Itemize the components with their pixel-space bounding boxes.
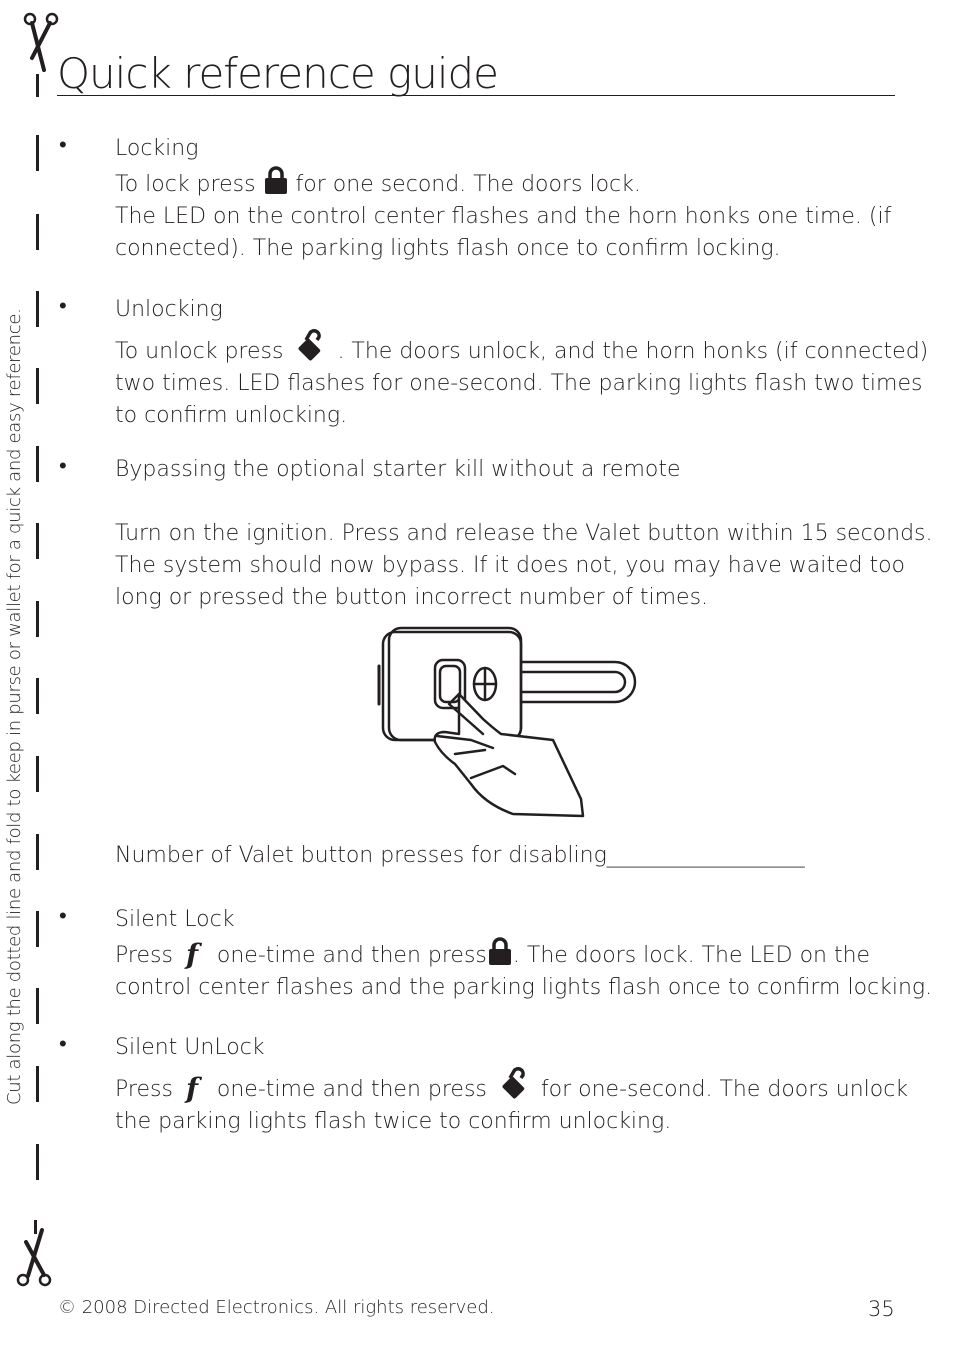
section-presses xyxy=(57,840,907,872)
cut-line-dash xyxy=(36,214,39,250)
section-heading: Unlocking xyxy=(115,297,223,322)
cut-instructions: Cut along the dotted line and fold to keep in purse or wallet for a quick and easy reference. xyxy=(4,308,25,1105)
scissors-icon xyxy=(12,1220,58,1290)
f-function-icon xyxy=(180,938,210,972)
page-number: 35 xyxy=(868,1297,895,1321)
section-unlocking: • Unlocking To unlock press . The doors unlock, and the horn honks (if connected) two times. LED flashes for one-second. The parking lights flash two times to confirm unlocking. xyxy=(57,294,907,432)
svg-text:f: f xyxy=(185,1072,198,1105)
valet-presses-blank: Number of Valet button presses for disabling__________________ xyxy=(115,843,805,868)
cut-line-dash xyxy=(36,135,39,171)
section-heading: Silent UnLock xyxy=(115,1035,265,1060)
section-bypass: • Bypassing the optional starter kill without a remote Turn on the ignition. Press and release the Valet button within 15 seconds. The system should now bypass. If it does not, you may have waited too long or pressed the button incorrect number of times. xyxy=(57,454,907,614)
section-silent-lock: • Silent Lock Press f one-time and then press . The doors lock. The LED on the control center flashes and the parking lights flash once to confirm locking. xyxy=(57,904,907,1004)
bullet: • xyxy=(59,454,67,479)
cut-line-dash xyxy=(36,988,39,1024)
cut-line-dash xyxy=(36,291,39,327)
padlock-open-icon xyxy=(494,1064,534,1104)
cut-line-dash xyxy=(36,446,39,482)
page-title: Quick reference guide xyxy=(57,48,895,96)
cut-line-dash xyxy=(36,756,39,792)
section-heading: Silent Lock xyxy=(115,907,235,932)
section-silent-unlock: • Silent UnLock Press f one-time and then press for one-second. The doors unlock the parking lights flash twice to confirm unlocking. xyxy=(57,1032,907,1138)
section-heading: Locking xyxy=(115,136,199,161)
copyright: © 2008 Directed Electronics. All rights reserved. xyxy=(58,1297,495,1318)
valet-button-illustration xyxy=(375,624,640,820)
section-heading: Bypassing the optional starter kill without a remote xyxy=(115,457,681,482)
cut-line-dash xyxy=(36,523,39,559)
f-function-icon xyxy=(180,1072,210,1106)
cut-line-dash xyxy=(36,368,39,404)
bullet: • xyxy=(59,904,67,929)
cut-line-dash xyxy=(36,75,39,97)
cut-line-dash xyxy=(36,1144,39,1180)
cut-line-dash xyxy=(36,834,39,870)
cut-line-dash xyxy=(36,601,39,637)
svg-text:f: f xyxy=(185,938,198,971)
cut-line-dash xyxy=(36,911,39,947)
padlock-closed-icon xyxy=(263,165,289,195)
padlock-closed-icon xyxy=(487,936,513,966)
bullet: • xyxy=(59,1032,67,1057)
bullet: • xyxy=(59,133,67,158)
cut-line-dash xyxy=(36,678,39,714)
padlock-open-icon xyxy=(290,326,330,366)
cut-line-dash xyxy=(36,1066,39,1102)
section-locking: • Locking To lock press for one second. The doors lock. The LED on the control center flashes and the horn honks one time. (if connected). The parking lights flash once to confirm locking. xyxy=(57,133,907,265)
bullet: • xyxy=(59,294,67,319)
